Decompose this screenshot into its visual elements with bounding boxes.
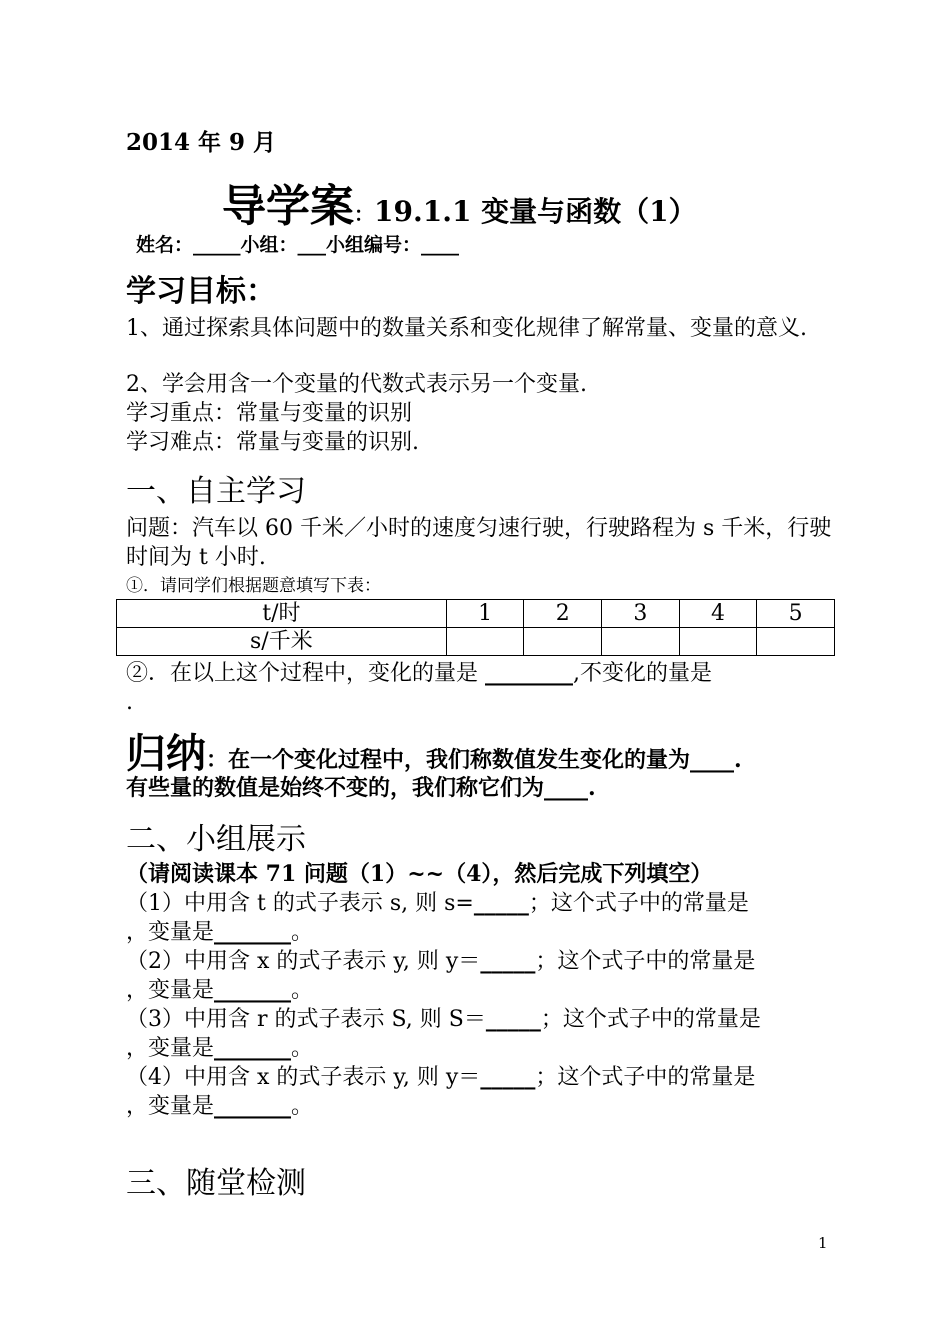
item-blank: _______: [214, 1035, 292, 1061]
question-2: [126, 659, 836, 717]
summary-line-1: [126, 722, 742, 779]
section2-heading: 二、小组展示: [126, 822, 306, 857]
section2-item-1: [126, 889, 836, 947]
title-colon: ：: [354, 202, 374, 226]
section2-intro: （请阅读课本 71 问题（1）~~（4），然后完成下列填空）: [126, 861, 713, 887]
goals-heading: 学习目标：: [126, 274, 276, 309]
item-text: （4）中用含 x 的式子表示 y, 则 y＝: [126, 1065, 481, 1090]
summary-label: 归纳: [126, 731, 206, 777]
section2-item-3: [126, 1005, 836, 1063]
section3-heading: 三、随堂检测: [126, 1166, 306, 1201]
table-cell: 1: [446, 600, 524, 628]
item-text: ；这个式子中的常量是: [528, 891, 749, 916]
table-cell: t/时: [117, 600, 447, 628]
item-blank: _______: [214, 919, 292, 945]
item-blank: _____: [485, 1006, 541, 1032]
question-2-blank: ________: [485, 660, 573, 686]
section1-problem: 问题：汽车以 60 千米／小时的速度匀速行驶，行驶路程为 s 千米，行驶时间为 t 小时.: [126, 516, 832, 570]
table-cell: 3: [602, 600, 680, 628]
item-text: 。: [291, 1094, 314, 1119]
difficulty-point: 学习难点：常量与变量的识别.: [126, 430, 419, 455]
table-instruction: ①．请同学们根据题意填写下表：: [126, 576, 381, 596]
item-text: 。: [291, 1036, 314, 1061]
table-cell: [757, 628, 835, 656]
table-row: [117, 628, 835, 656]
item-text: ；这个式子中的常量是: [535, 1065, 756, 1090]
item-blank: _____: [480, 1064, 536, 1090]
page-number: 1: [818, 1234, 828, 1252]
document-title: [222, 170, 697, 234]
table-cell: [524, 628, 602, 656]
item-blank: _____: [480, 948, 536, 974]
table-cell: s/千米: [117, 628, 447, 656]
item-text: ；这个式子中的常量是: [535, 949, 756, 974]
table-cell: 5: [757, 600, 835, 628]
section2-item-2: [126, 947, 836, 1005]
name-line: 姓名：_____小组：___小组编号：____: [136, 234, 460, 256]
question-2-mid: ,不变化的量是: [573, 661, 712, 686]
item-text: ，变量是: [126, 1036, 215, 1061]
question-2-end: .: [126, 690, 133, 715]
key-point: 学习重点：常量与变量的识别: [126, 401, 413, 426]
table-cell: [679, 628, 757, 656]
item-text: 。: [291, 920, 314, 945]
section1-heading: 一、自主学习: [126, 474, 306, 509]
item-blank: _____: [473, 890, 529, 916]
section2-item-4: [126, 1063, 836, 1121]
item-text: ，变量是: [126, 1094, 215, 1119]
summary-line-2: 有些量的数值是始终不变的，我们称它们为____.: [126, 775, 596, 801]
item-text: （2）中用含 x 的式子表示 y, 则 y＝: [126, 949, 481, 974]
summary-text-1: 在一个变化过程中，我们称数值发生变化的量为____.: [228, 747, 742, 773]
item-text: （3）中用含 r 的式子表示 S, 则 S＝: [126, 1007, 486, 1032]
title-sub: 19.1.1 变量与函数（1）: [374, 195, 697, 228]
fill-table: [116, 599, 835, 656]
table-cell: 2: [524, 600, 602, 628]
item-text: ；这个式子中的常量是: [540, 1007, 761, 1032]
table-cell: [602, 628, 680, 656]
table-cell: [446, 628, 524, 656]
item-blank: _______: [214, 977, 292, 1003]
item-text: ，变量是: [126, 920, 215, 945]
summary-colon: ：: [206, 747, 229, 773]
question-2-prefix: ②．在以上这个过程中，变化的量是: [126, 661, 485, 686]
item-blank: _______: [214, 1093, 292, 1119]
goal-line-2: 2、学会用含一个变量的代数式表示另一个变量.: [126, 372, 587, 397]
title-main: 导学案: [222, 181, 354, 232]
item-text: ，变量是: [126, 978, 215, 1003]
item-text: （1）中用含 t 的式子表示 s, 则 s=: [126, 891, 474, 916]
document-date: 2014 年 9 月: [126, 129, 277, 156]
goal-line-1: 1、通过探索具体问题中的数量关系和变化规律了解常量、变量的意义.: [126, 316, 807, 341]
table-row: [117, 600, 835, 628]
table-cell: 4: [679, 600, 757, 628]
item-text: 。: [291, 978, 314, 1003]
